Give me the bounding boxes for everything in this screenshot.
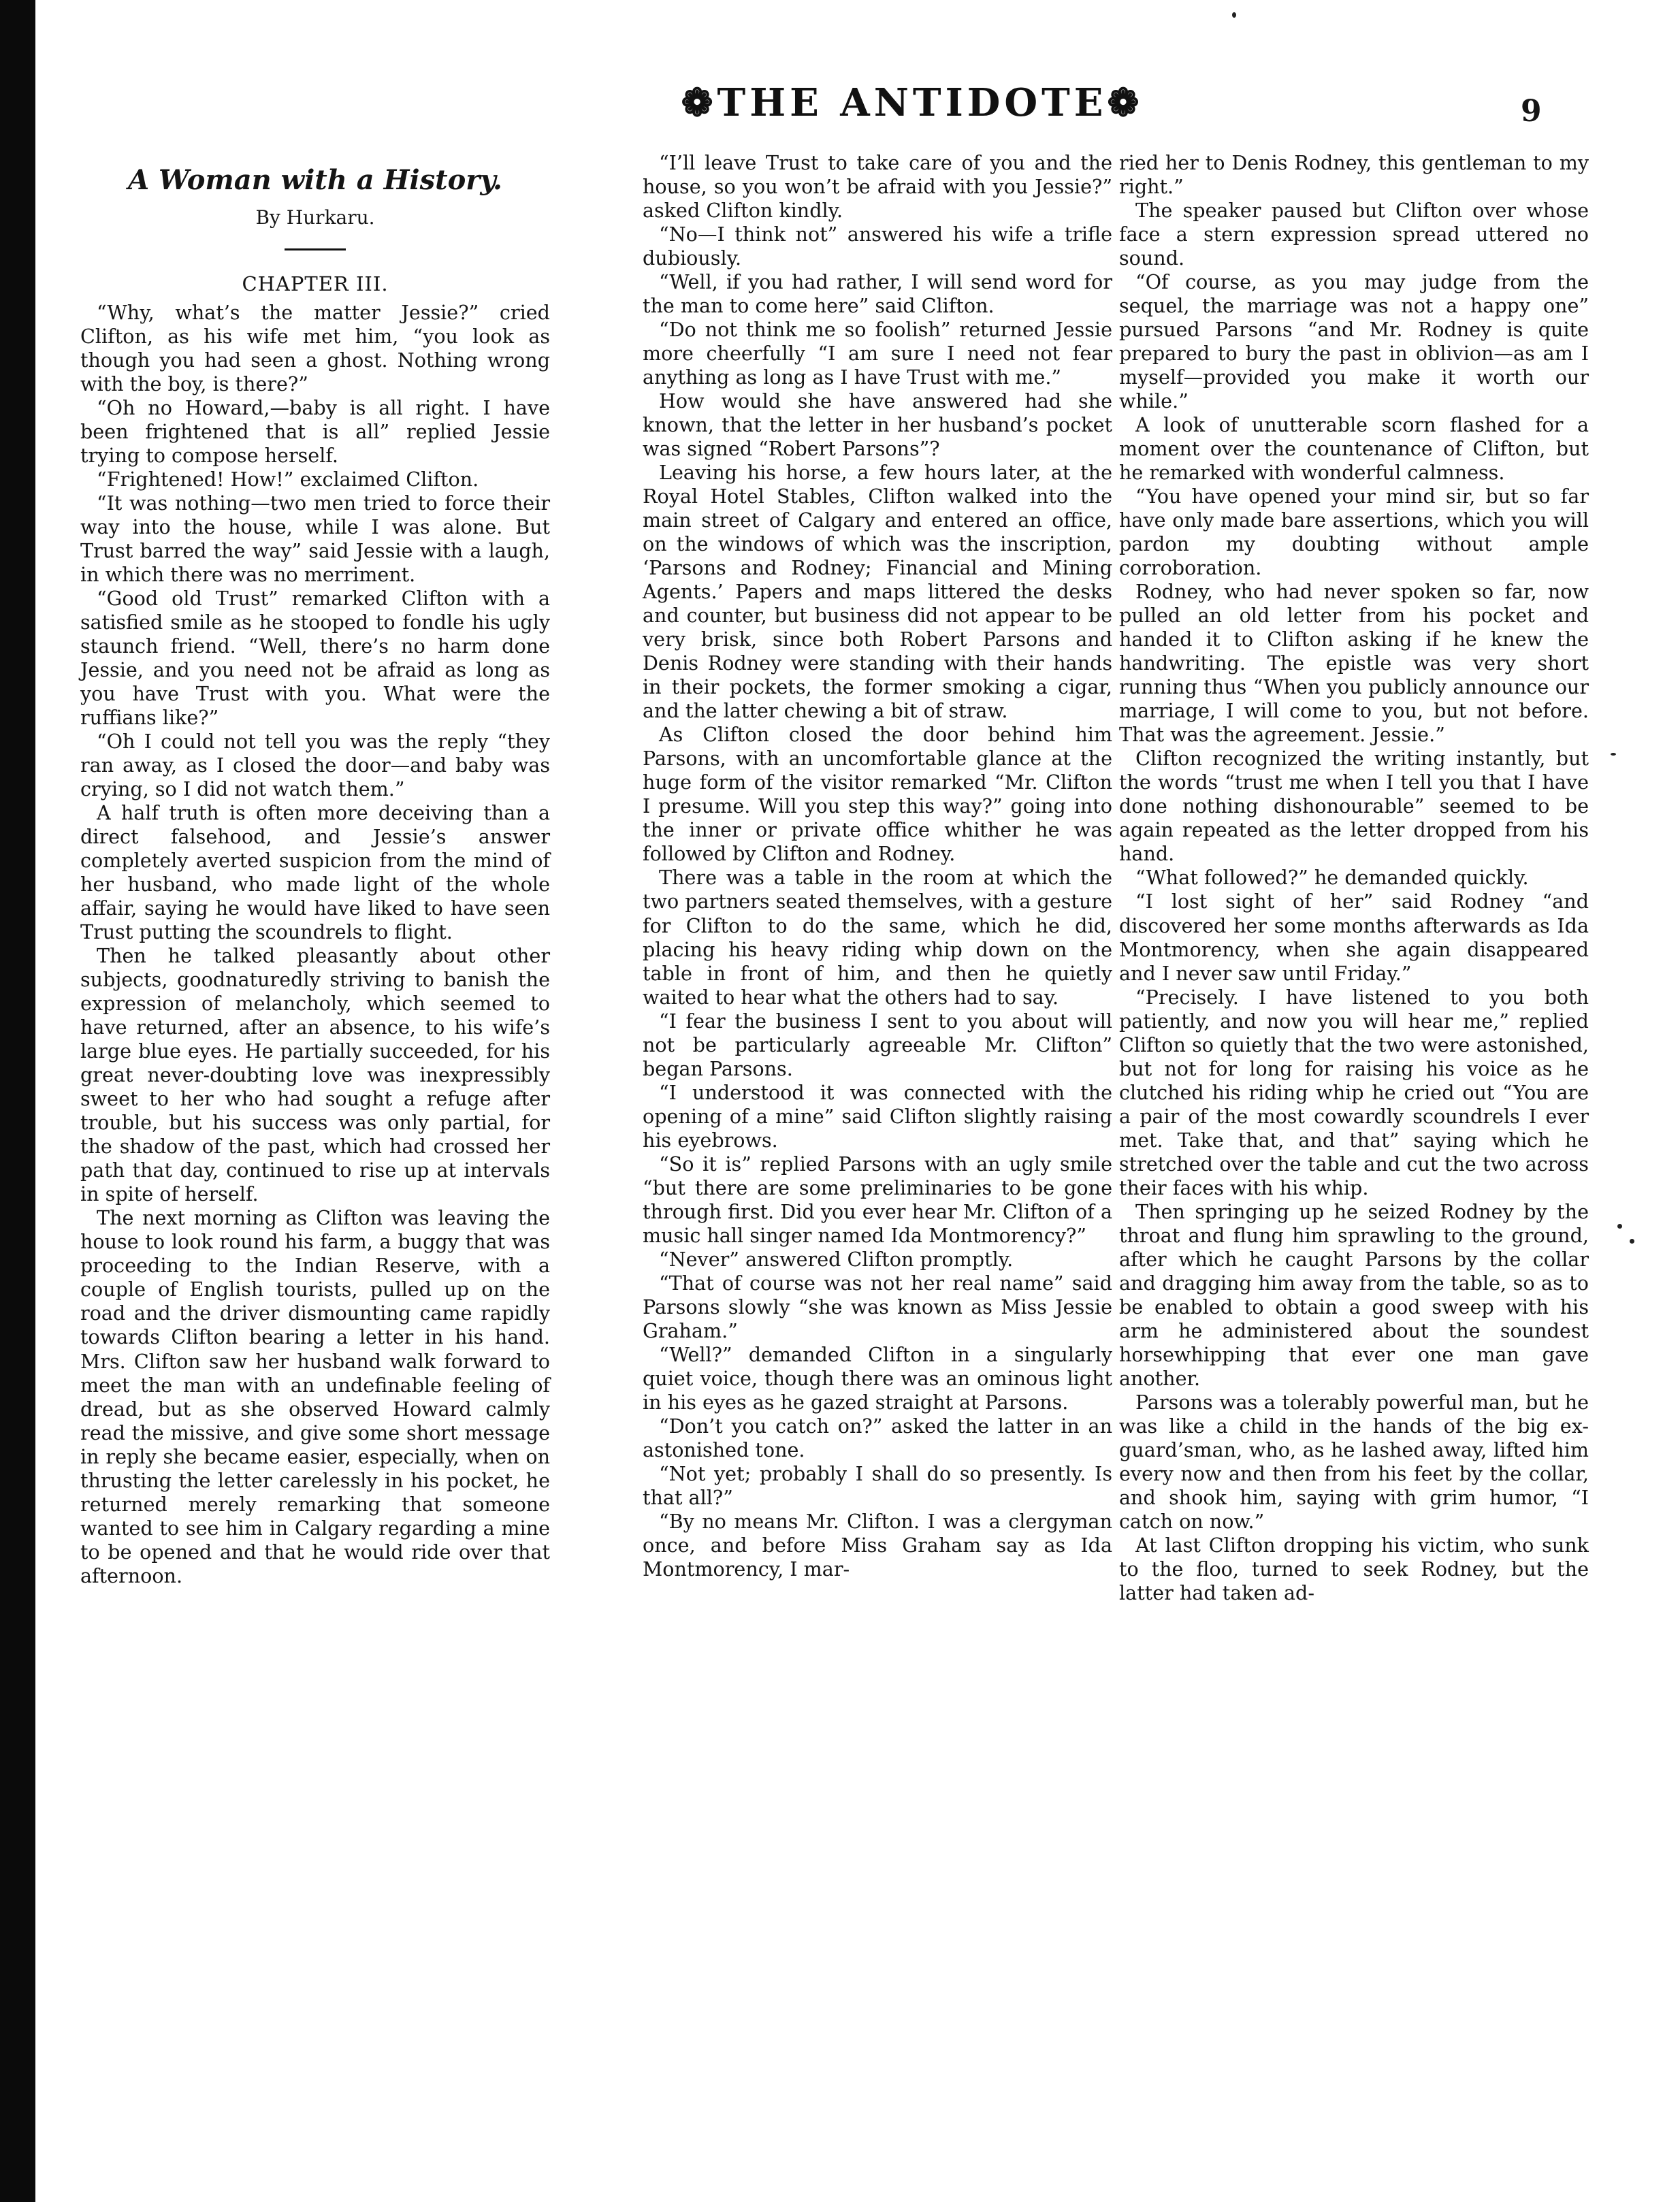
paragraph: At last Clifton dropping his victim, who sunk to the floo, turned to seek Rodney, but the latter had taken ad-	[1119, 1533, 1589, 1604]
page-number: 9	[1521, 94, 1542, 129]
paragraph: The speaker paused but Clifton over whose face a stern expression spread uttered no sound.	[1119, 199, 1589, 270]
paragraph: “Good old Trust” remarked Clifton with a satisfied smile as he stooped to fondle his ugly staunch friend. “Well, there’s no harm done Jessie, and you need not be afraid as long as you have Trust with you. What were the ruffians like?”	[80, 587, 550, 730]
column-2	[643, 151, 1112, 1581]
masthead-ornament-right: ❁	[1107, 80, 1144, 125]
paragraph: “It was nothing—two men tried to force their way into the house, while I was alone. But Trust barred the way” said Jessie with a laugh, in which there was no merriment.	[80, 491, 550, 586]
article-title: A Woman with a History.	[128, 164, 502, 196]
paragraph: ried her to Denis Rodney, this gentleman to my right.”	[1119, 151, 1589, 199]
paragraph: “Don’t you catch on?” asked the latter in an astonished tone.	[643, 1414, 1112, 1461]
paragraph: “Precisely. I have listened to you both patiently, and now you will hear me,” replied Clifton so quietly that the two were astonished, but not for long for raising his voice as he clutched his riding whip he cried out “You are a pair of the most cowardly scoundrels I ever met. Take that, and that” saying which he stretched over the table and cut the two across their faces with his whip.	[1119, 985, 1589, 1199]
paragraph: “Of course, as you may judge from the sequel, the marriage was not a happy one” pursued Parsons “and Mr. Rodney is quite prepared to bury the past in oblivion—as am I myself—provided you make it worth our while.”	[1119, 270, 1589, 413]
masthead-title: THE ANTIDOTE	[717, 80, 1108, 125]
paragraph: “What followed?” he demanded quickly.	[1135, 866, 1529, 890]
paragraph: “I understood it was connected with the opening of a mine” said Clifton slightly raising his eyebrows.	[643, 1080, 1112, 1152]
paragraph: “Do not think me so foolish” returned Jessie more cheerfully “I am sure I need not fear anything as long as I have Trust with me.”	[643, 318, 1112, 389]
paragraph: “Well?” demanded Clifton in a singularly quiet voice, though there was an ominous light in his eyes as he gazed straight at Parsons.	[643, 1342, 1112, 1414]
paragraph: There was a table in the room at which the two partners seated themselves, with a gesture for Clifton to do the same, which he did, placing his heavy riding whip down on the table in front of him, and then he quietly waited to hear what the others had to say.	[643, 866, 1112, 1009]
paragraph: “Oh I could not tell you was the reply “they ran away, as I closed the door—and baby was crying, so I did not watch them.”	[80, 730, 550, 801]
paragraph: “Why, what’s the matter Jessie?” cried Clifton, as his wife met him, “you look as though you had seen a ghost. Nothing wrong with the boy, is there?”	[80, 300, 550, 395]
byline: By Hurkaru.	[255, 206, 375, 229]
column-3	[1119, 151, 1589, 1605]
paragraph: “Well, if you had rather, I will send word for the man to come here” said Clifton.	[643, 270, 1112, 318]
masthead	[572, 80, 1253, 125]
paragraph: The next morning as Clifton was leaving the house to look round his farm, a buggy that was proceeding to the Indian Reserve, with a couple of English tourists, pulled up on the road and the driver dismounting came rapidly towards Clifton bearing a letter in his hand. Mrs. Clifton saw her husband walk forward to meet the man with an undefinable feeling of dread, but as she observed Howard calmly read the missive, and give some short message in reply she became easier, especially, when on thrusting the letter carelessly in his pocket, he returned merely remarking that someone wanted to see him in Calgary regarding a mine to be opened and that he would ride over that afternoon.	[80, 1206, 550, 1587]
paragraph: A half truth is often more deceiving than a direct falsehood, and Jessie’s answer completely averted suspicion from the mind of her husband, who made light of the whole affair, saying he would have liked to have seen Trust putting the scoundrels to flight.	[80, 801, 550, 944]
paragraph: “So it is” replied Parsons with an ugly smile “but there are some preliminaries to be gone through first. Did you ever hear Mr. Clifton of a music hall singer named Ida Montmorency?”	[643, 1152, 1112, 1247]
title-rule	[285, 248, 346, 250]
chapter-heading: CHAPTER III.	[242, 272, 389, 296]
paragraph: Parsons was a tolerably powerful man, but he was like a child in the hands of the big ex-guard’sman, who, as he lashed away, lifted him every now and then from his feet by the collar, and shook him, saying with grim humor, “I catch on now.”	[1119, 1390, 1589, 1533]
paragraph: “Never” answered Clifton promptly.	[659, 1247, 1014, 1271]
paragraph: “Oh no Howard,—baby is all right. I have been frightened that is all” replied Jessie trying to compose herself.	[80, 395, 550, 467]
paragraph: Clifton recognized the writing instantly, but the words “trust me when I tell you that I have done nothing dishonourable” seemed to be again repeated as the letter dropped from his hand.	[1119, 747, 1589, 866]
paragraph: As Clifton closed the door behind him Parsons, with an uncomfortable glance at the huge form of the visitor remarked “Mr. Clifton I presume. Will you step this way?” going into the inner or private office whither he was followed by Clifton and Rodney.	[643, 723, 1112, 866]
scan-speck	[1232, 12, 1236, 18]
paragraph: “I’ll leave Trust to take care of you and the house, so you won’t be afraid with you Jessie?” asked Clifton kindly.	[643, 151, 1112, 223]
paragraph: “That of course was not her real name” said Parsons slowly “she was known as Miss Jessie Graham.”	[643, 1271, 1112, 1342]
paragraph: Rodney, who had never spoken so far, now pulled an old letter from his pocket and handed it to Clifton asking if he knew the handwriting. The epistle was very short running thus “When you publicly announce our marriage, I will come to you, but not before. That was the agreement. Jessie.”	[1119, 580, 1589, 747]
scan-speck	[1617, 1224, 1622, 1229]
scan-border	[0, 0, 35, 2202]
scan-speck	[1630, 1239, 1634, 1244]
paragraph: Then springing up he seized Rodney by the throat and flung him sprawling to the ground, after which he caught Parsons by the collar and dragging him away from the table, so as to be enabled to obtain a good sweep with his arm he administered about the soundest horsewhipping that ever one man gave another.	[1119, 1199, 1589, 1390]
paragraph: “No—I think not” answered his wife a trifle dubiously.	[643, 223, 1112, 270]
paragraph: Then he talked pleasantly about other subjects, goodnaturedly striving to banish the expression of melancholy, which seemed to have returned, after an absence, to his wife’s large blue eyes. He partially succeeded, for his great never-doubting love was inexpressibly sweet to her who had sought a refuge after trouble, but his success was only partial, for the shadow of the past, which had crossed her path that day, continued to rise up at intervals in spite of herself.	[80, 944, 550, 1206]
paragraph: “I lost sight of her” said Rodney “and discovered her some months afterwards as Ida Montmorency, when she again disappeared and I never saw until Friday.”	[1119, 890, 1589, 985]
paragraph: A look of unutterable scorn flashed for a moment over the countenance of Clifton, but he remarked with wonderful calmness.	[1119, 413, 1589, 485]
column-1	[80, 151, 550, 1588]
scan-speck	[1611, 753, 1616, 756]
masthead-ornament-left: ❁	[681, 80, 717, 125]
paragraph: “By no means Mr. Clifton. I was a clergyman once, and before Miss Graham say as Ida Montmorency, I mar-	[643, 1509, 1112, 1581]
paragraph: “Frightened! How!” exclaimed Clifton.	[97, 467, 479, 491]
paragraph: How would she have answered had she known, that the letter in her husband’s pocket was signed “Robert Parsons”?	[643, 389, 1112, 461]
paragraph: “You have opened your mind sir, but so far have only made bare assertions, which you will pardon my doubting without ample corroboration.	[1119, 485, 1589, 580]
paragraph: Leaving his horse, a few hours later, at the Royal Hotel Stables, Clifton walked into the main street of Calgary and entered an office, on the windows of which was the inscription, ‘Parsons and Rodney; Financial and Mining Agents.’ Papers and maps littered the desks and counter, but business did not appear to be very brisk, since both Robert Parsons and Denis Rodney were standing with their hands in their pockets, the former smoking a cigar, and the latter chewing a bit of straw.	[643, 461, 1112, 723]
paragraph: “I fear the business I sent to you about will not be particularly agreeable Mr. Clifton” began Parsons.	[643, 1009, 1112, 1080]
paragraph: “Not yet; probably I shall do so presently. Is that all?”	[643, 1461, 1112, 1509]
